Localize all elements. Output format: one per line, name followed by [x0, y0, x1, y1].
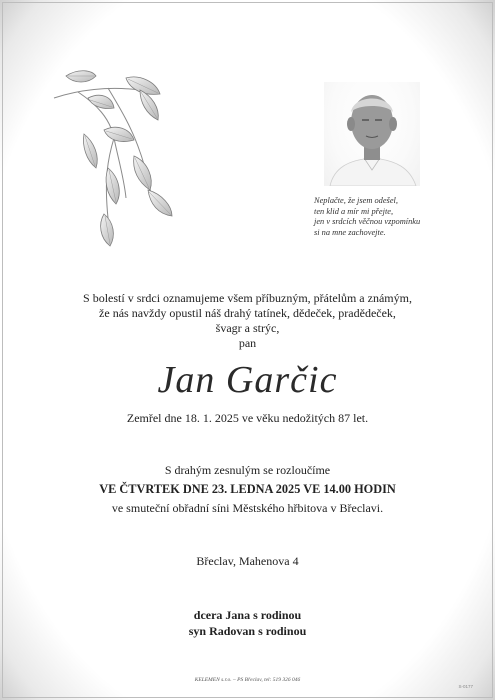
memorial-quote — [314, 196, 474, 238]
mourner: dcera Jana s rodinou — [193, 608, 302, 622]
farewell-info — [30, 462, 465, 516]
announcement-intro — [30, 291, 465, 351]
quote-line: Neplačte, že jsem odešel, — [314, 196, 398, 205]
mourner: syn Radovan s rodinou — [188, 624, 307, 638]
mourners-list — [30, 607, 465, 639]
portrait-photo — [324, 82, 420, 186]
quote-line: ten klid a mír mi přejte, — [314, 206, 394, 216]
deceased-name: Jan Garčic — [157, 359, 338, 401]
intro-line: že nás navždy opustil náš drahý tatínek, dědeček, pradědeček, — [99, 306, 396, 320]
ceremony-place: ve smuteční obřadní síni Městského hřbitova v Břeclavi. — [111, 501, 384, 515]
farewell-intro: S drahým zesnulým se rozloučíme — [164, 463, 331, 477]
intro-line: švagr a strýc, — [215, 321, 280, 335]
print-code: S-0177 — [458, 684, 473, 689]
quote-line: si na mne zachovejte. — [314, 227, 386, 237]
family-address: Břeclav, Mahenova 4 — [196, 554, 299, 568]
intro-line: pan — [238, 336, 257, 350]
birch-leaves-branch-icon — [48, 68, 188, 253]
intro-line: S bolestí v srdci oznamujeme všem příbuzným, přátelům a známým, — [83, 291, 412, 305]
printer-info: KELEMEN s.r.o. – PS Břeclav, tel: 519 326 046 — [194, 677, 301, 683]
quote-line: jen v srdcích věčnou vzpomínku — [314, 217, 421, 227]
death-info: Zemřel dne 18. 1. 2025 ve věku nedožitých 87 let. — [126, 411, 369, 425]
ceremony-datetime: VE ČTVRTEK DNE 23. LEDNA 2025 VE 14.00 HODIN — [99, 482, 396, 496]
